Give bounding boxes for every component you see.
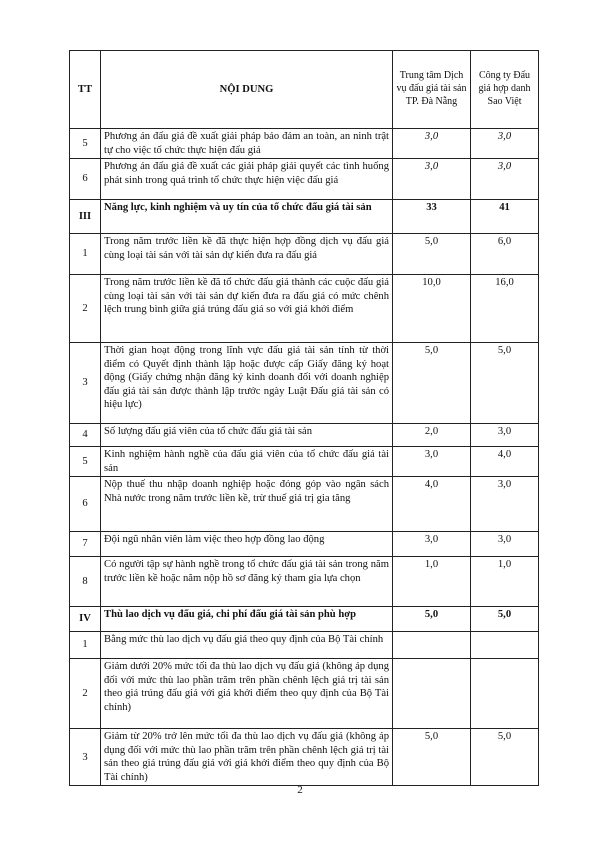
row-content: Bằng mức thù lao dịch vụ đấu giá theo quy định của Bộ Tài chính — [101, 632, 393, 659]
row-content: Phương án đấu giá đề xuất các giải pháp giải quyết các tình huống phát sinh trong quá trình tổ chức thực hiện việc đấu giá — [101, 159, 393, 200]
row-number: 7 — [70, 532, 101, 557]
table-row — [70, 234, 539, 275]
row-content: Thời gian hoạt động trong lĩnh vực đấu giá tài sản tính từ thời điểm có Quyết định thành lập hoặc được cấp Giấy đăng ký hoạt động (Giấy chứng nhận đăng ký kinh doanh đối với doanh nghiệp đấu giá tài sản được thành lập trước ngày Luật Đấu giá tài sản có hiệu lực) — [101, 343, 393, 424]
row-score-sao-viet: 3,0 — [471, 532, 539, 557]
table-row — [70, 532, 539, 557]
row-number: 2 — [70, 275, 101, 343]
row-number: 6 — [70, 159, 101, 200]
table-row — [70, 632, 539, 659]
row-number: 6 — [70, 477, 101, 532]
row-content: Giảm dưới 20% mức tối đa thù lao dịch vụ đấu giá (không áp dụng đối với mức thù lao phần trăm trên phần chênh lệch giá trị tài sản theo giá trúng đấu giá với giá khởi điểm theo quy định của Bộ Tài chính) — [101, 659, 393, 729]
row-score-sao-viet: 3,0 — [471, 159, 539, 200]
row-score-sao-viet: 3,0 — [471, 424, 539, 447]
row-score-da-nang — [393, 659, 471, 729]
table-row — [70, 424, 539, 447]
header-sao-viet-company: Công ty Đấu giá hợp danh Sao Việt — [471, 51, 539, 129]
row-score-da-nang: 5,0 — [393, 729, 471, 786]
evaluation-table — [69, 50, 539, 786]
row-number: 4 — [70, 424, 101, 447]
row-score-da-nang: 5,0 — [393, 607, 471, 632]
row-score-da-nang: 3,0 — [393, 447, 471, 477]
section-row — [70, 607, 539, 632]
table-row — [70, 129, 539, 159]
row-score-sao-viet — [471, 632, 539, 659]
header-content: NỘI DUNG — [101, 51, 393, 129]
row-content: Trong năm trước liền kề đã tổ chức đấu giá thành các cuộc đấu giá cùng loại tài sản với tài sản dự kiến đưa ra đấu giá có mức chênh lệch trung bình giữa giá trúng đấu giá so với giá khởi điểm — [101, 275, 393, 343]
row-number: 3 — [70, 729, 101, 786]
row-score-da-nang: 5,0 — [393, 343, 471, 424]
row-score-da-nang: 4,0 — [393, 477, 471, 532]
row-content: Đội ngũ nhân viên làm việc theo hợp đồng lao động — [101, 532, 393, 557]
page-number: 2 — [297, 784, 303, 796]
row-score-da-nang: 2,0 — [393, 424, 471, 447]
header-da-nang-center: Trung tâm Dịch vụ đấu giá tài sản TP. Đà Nẵng — [393, 51, 471, 129]
row-score-sao-viet: 3,0 — [471, 477, 539, 532]
row-score-sao-viet: 4,0 — [471, 447, 539, 477]
table-row — [70, 343, 539, 424]
table-row — [70, 477, 539, 532]
row-score-sao-viet: 16,0 — [471, 275, 539, 343]
row-score-da-nang: 5,0 — [393, 234, 471, 275]
row-score-da-nang: 1,0 — [393, 557, 471, 607]
row-number: 5 — [70, 129, 101, 159]
row-score-sao-viet — [471, 659, 539, 729]
row-score-sao-viet: 1,0 — [471, 557, 539, 607]
row-content: Năng lực, kinh nghiệm và uy tín của tổ chức đấu giá tài sản — [101, 200, 393, 234]
row-score-da-nang: 3,0 — [393, 129, 471, 159]
row-number: 3 — [70, 343, 101, 424]
row-score-sao-viet: 5,0 — [471, 729, 539, 786]
row-score-da-nang: 33 — [393, 200, 471, 234]
row-number: 8 — [70, 557, 101, 607]
row-score-sao-viet: 5,0 — [471, 343, 539, 424]
row-content: Trong năm trước liền kề đã thực hiện hợp đồng dịch vụ đấu giá cùng loại tài sản với tài sản dự kiến đưa ra đấu giá — [101, 234, 393, 275]
row-content: Kinh nghiệm hành nghề của đấu giá viên của tổ chức đấu giá tài sản — [101, 447, 393, 477]
table-row — [70, 275, 539, 343]
table-row — [70, 729, 539, 786]
row-content: Phương án đấu giá đề xuất giải pháp bảo đảm an toàn, an ninh trật tự cho việc tổ chức thực hiện đấu giá — [101, 129, 393, 159]
row-score-da-nang — [393, 632, 471, 659]
row-content: Nộp thuế thu nhập doanh nghiệp hoặc đóng góp vào ngân sách Nhà nước trong năm trước liền kề, trừ thuế giá trị gia tăng — [101, 477, 393, 532]
row-number: 1 — [70, 632, 101, 659]
section-row — [70, 200, 539, 234]
row-score-sao-viet: 3,0 — [471, 129, 539, 159]
table-row — [70, 447, 539, 477]
row-number: III — [70, 200, 101, 234]
row-score-sao-viet: 41 — [471, 200, 539, 234]
table-row — [70, 659, 539, 729]
header-tt: TT — [70, 51, 101, 129]
table-header-row — [70, 51, 539, 129]
row-content: Thù lao dịch vụ đấu giá, chi phí đấu giá tài sản phù hợp — [101, 607, 393, 632]
table-row — [70, 159, 539, 200]
row-score-sao-viet: 6,0 — [471, 234, 539, 275]
row-score-da-nang: 10,0 — [393, 275, 471, 343]
row-content: Số lượng đấu giá viên của tổ chức đấu giá tài sản — [101, 424, 393, 447]
row-score-da-nang: 3,0 — [393, 532, 471, 557]
row-content: Có người tập sự hành nghề trong tổ chức đấu giá tài sản trong năm trước liền kề hoặc năm nộp hồ sơ đăng ký tham gia lựa chọn — [101, 557, 393, 607]
row-number: 5 — [70, 447, 101, 477]
row-score-sao-viet: 5,0 — [471, 607, 539, 632]
table-body — [70, 129, 539, 786]
row-number: 2 — [70, 659, 101, 729]
row-score-da-nang: 3,0 — [393, 159, 471, 200]
row-number: 1 — [70, 234, 101, 275]
row-content: Giảm từ 20% trở lên mức tối đa thù lao dịch vụ đấu giá (không áp dụng đối với mức thù lao phần trăm trên phần chênh lệch giá trị tài sản theo giá trúng đấu giá với giá khởi điểm theo quy định của Bộ Tài chính) — [101, 729, 393, 786]
row-number: IV — [70, 607, 101, 632]
table-row — [70, 557, 539, 607]
